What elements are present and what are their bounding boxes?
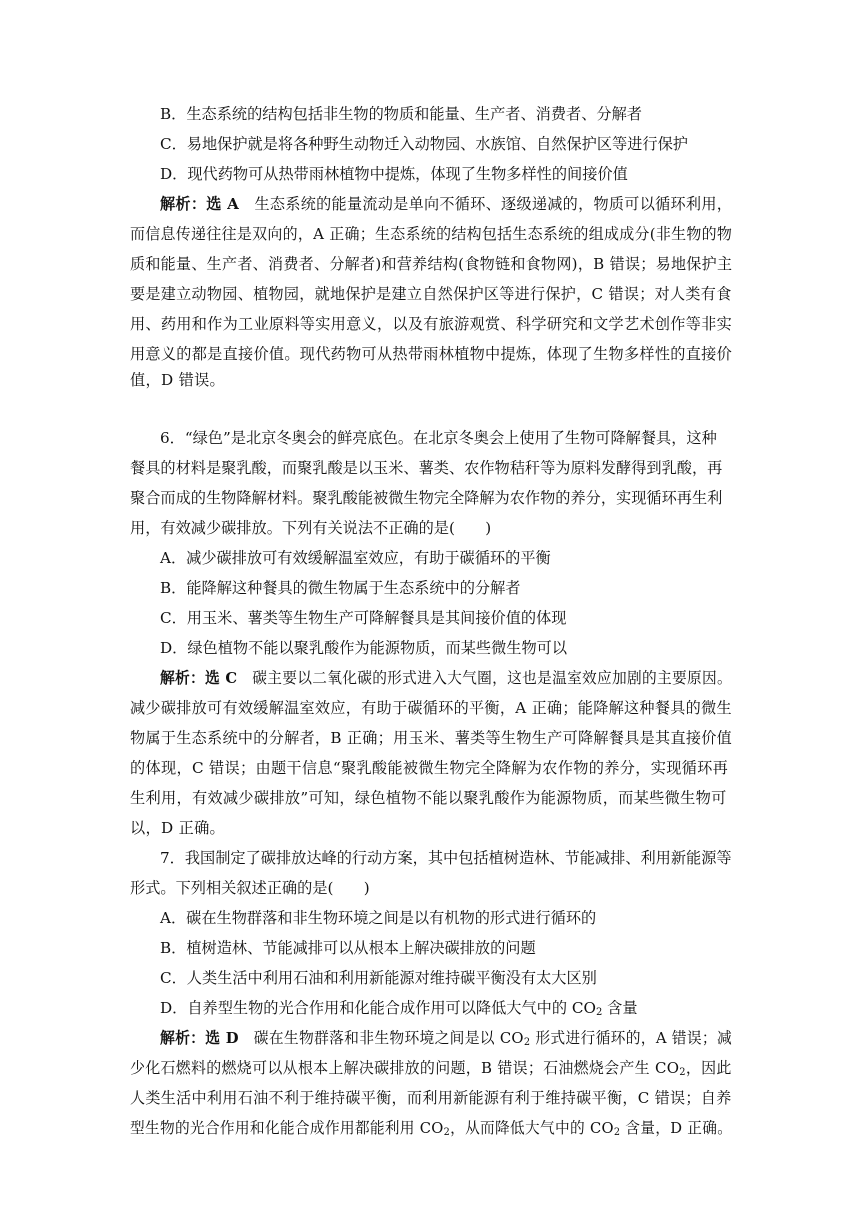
q6-analysis-text: 碳主要以二氧化碳的形式进入大气圈，这也是温室效应加剧的主要原因。 (252, 669, 732, 687)
q6-stem-line-4: 用，有效减少碳排放。下列有关说法不正确的是( ) (130, 519, 492, 537)
prev-analysis-line-7: 值，D 错误。 (130, 371, 226, 389)
prev-analysis-line-6: 用意义的都是直接价值。现代药物可从热带雨林植物中提炼，体现了生物多样性的直接价 (130, 345, 733, 363)
prev-analysis-label: 解析：选 A (160, 195, 240, 213)
q7-option-a: A．碳在生物群落和非生物环境之间是以有机物的形式进行循环的 (160, 909, 597, 927)
prev-analysis-line-5: 用、药用和作为工业原料等实用意义，以及有旅游观赏、科学研究和文学艺术创作等非实 (130, 315, 733, 333)
prev-analysis-line-3: 质和能量、生产者、消费者、分解者)和营养结构(食物链和食物网)，B 错误；易地保护主 (130, 255, 733, 273)
q6-option-a: A．减少碳排放可有效缓解温室效应，有助于碳循环的平衡 (160, 549, 551, 567)
q7-stem-line-1: 7．我国制定了碳排放达峰的行动方案，其中包括植树造林、节能减排、利用新能源等 (160, 849, 732, 867)
prev-analysis-line-1 (160, 193, 732, 215)
q6-stem-line-2: 餐具的材料是聚乳酸，而聚乳酸是以玉米、薯类、农作物秸秆等为原料发酵得到乳酸，再 (130, 459, 723, 477)
prev-option-c: C．易地保护就是将各种野生动物迁入动物园、水族馆、自然保护区等进行保护 (160, 135, 688, 153)
q7-option-c: C．人类生活中利用石油和利用新能源对维持碳平衡没有太大区别 (160, 969, 597, 987)
q7-option-b: B．植树造林、节能减排可以从根本上解决碳排放的问题 (160, 939, 536, 957)
q6-option-b: B．能降解这种餐具的微生物属于生态系统中的分解者 (160, 579, 521, 597)
prev-analysis-text: 生态系统的能量流动是单向不循环、逐级递减的，物质可以循环利用， (254, 195, 733, 213)
q6-analysis-line-6: 以，D 正确。 (130, 819, 226, 837)
q6-analysis-line-4: 的体现，C 错误；由题干信息“聚乳酸能被微生物完全降解为农作物的养分，实现循环再 (130, 759, 729, 777)
q7-analysis-line-4: 型生物的光合作用和化能合成作用都能利用 $CO_2$，从而降低大气中的 $CO_2$ 含量，D 正确。 (130, 1119, 733, 1138)
q6-analysis-line-2: 减少碳排放可有效缓解温室效应，有助于碳循环的平衡，A 正确；能降解这种餐具的微生 (130, 699, 732, 717)
q7-option-d: D．自养型生物的光合作用和化能合成作用可以降低大气中的 $CO_2$ 含量 (160, 999, 638, 1018)
q6-analysis-label: 解析：选 C (160, 669, 238, 687)
q7-analysis-line-3: 人类生活中利用石油不利于维持碳平衡，而利用新能源有利于维持碳平衡，C 错误；自养 (130, 1089, 732, 1107)
q6-analysis-line-3: 物属于生态系统中的分解者，B 正确；用玉米、薯类等生物生产可降解餐具是其直接价值 (130, 729, 733, 747)
prev-analysis-line-4: 要是建立动物园、植物园，就地保护是建立自然保护区等进行保护，C 错误；对人类有食 (130, 285, 732, 303)
q6-option-d: D．绿色植物不能以聚乳酸作为能源物质，而某些微生物可以 (160, 639, 568, 657)
q7-analysis-label: 解析：选 D (160, 1029, 239, 1047)
q6-stem-line-1: 6．“绿色”是北京冬奥会的鲜亮底色。在北京冬奥会上使用了生物可降解餐具，这种 (160, 429, 717, 447)
prev-option-d: D．现代药物可从热带雨林植物中提炼，体现了生物多样性的间接价值 (160, 165, 628, 183)
prev-analysis-line-2: 而信息传递往往是双向的，A 正确；生态系统的结构包括生态系统的组成成分(非生物的物 (130, 225, 733, 243)
q6-option-c: C．用玉米、薯类等生物生产可降解餐具是其间接价值的体现 (160, 609, 567, 627)
q7-analysis-line-2: 少化石燃料的燃烧可以从根本上解决碳排放的问题，B 错误；石油燃烧会产生 $CO_2$，因此 (130, 1059, 732, 1078)
q7-analysis-line-1: 解析：选 D 碳在生物群落和非生物环境之间是以 $CO_2$ 形式进行循环的，A 错误；减 (160, 1029, 733, 1048)
q6-analysis-line-5: 生利用，有效减少碳排放”可知，绿色植物不能以聚乳酸作为能源物质，而某些微生物可 (130, 789, 727, 807)
q6-analysis-line-1 (160, 667, 732, 689)
prev-option-b: B．生态系统的结构包括非生物的物质和能量、生产者、消费者、分解者 (160, 105, 642, 123)
q7-stem-line-2: 形式。下列相关叙述正确的是( ) (130, 879, 370, 897)
q6-stem-line-3: 聚合而成的生物降解材料。聚乳酸能被微生物完全降解为农作物的养分，实现循环再生利 (130, 489, 723, 507)
